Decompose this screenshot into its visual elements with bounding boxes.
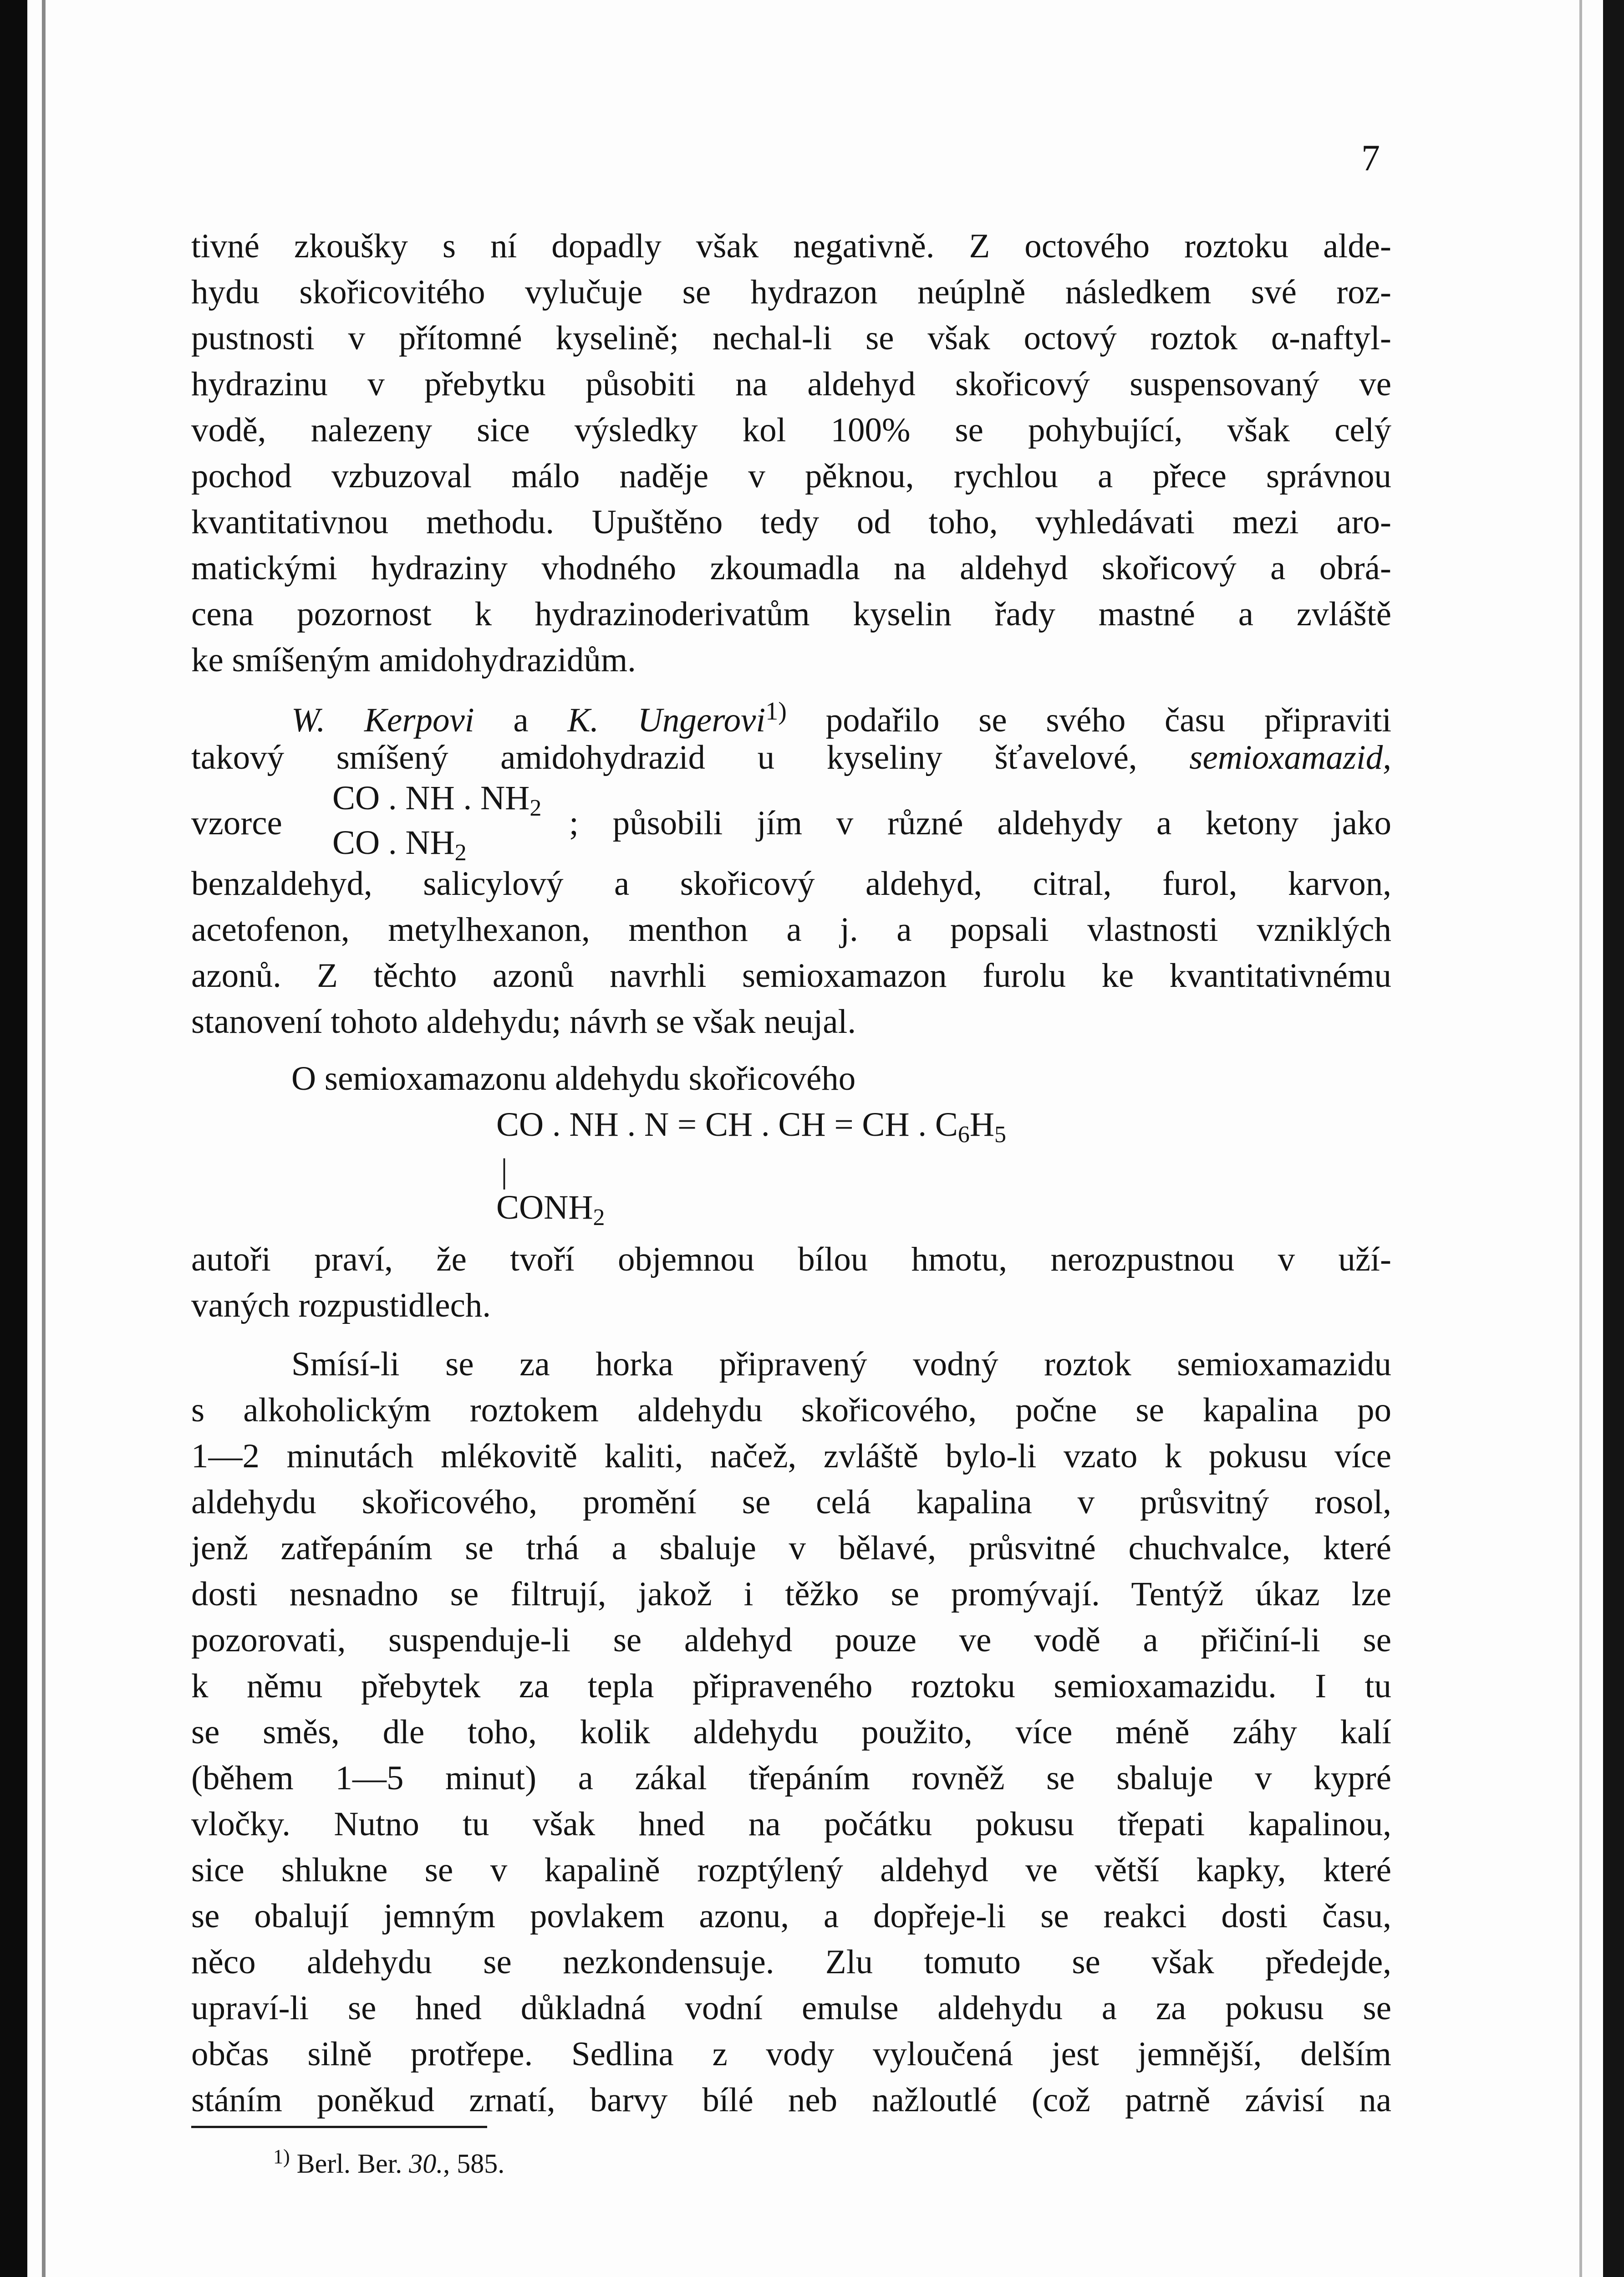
footnote-page: , 585.	[443, 2149, 505, 2179]
paragraph-2-continued	[191, 861, 1391, 1045]
text-segment: takový smíšený amidohydrazid u kyseliny šťavelové,	[191, 739, 1137, 776]
text-line: vaných rozpustidlech.	[191, 1287, 491, 1324]
paragraph-3-continued	[191, 1236, 1391, 1328]
text-line	[191, 735, 1391, 781]
text-line: hydrazinu v přebytku působiti na aldehyd skořicový suspensovaný ve	[191, 365, 1391, 403]
formula-suffix: ; působili jím v různé aldehydy a ketony jako	[569, 804, 1391, 842]
text-line: dosti nesnadno se filtrují, jakož i těžko se promývají. Tentýž úkaz lze	[191, 1575, 1391, 1613]
text-line: sice shlukne se v kapalině rozptýlený aldehyd ve větší kapky, které	[191, 1851, 1391, 1889]
paragraph-4	[191, 1341, 1391, 2123]
text-line: se směs, dle toho, kolik aldehydu použito, více méně záhy kalí	[191, 1713, 1391, 1751]
chemical-formula-semioxamazone	[496, 1107, 1270, 1236]
text-line: hydu skořicovitého vylučuje se hydrazon neúplně následkem své roz-	[191, 273, 1391, 311]
text-line: kvantitativnou methodu. Upuštěno tedy od toho, vyhledávati mezi aro-	[191, 503, 1391, 541]
formula-main-chain: CO . NH . N = CH . CH = CH . $C_6H_5$	[496, 1106, 1007, 1148]
text-line: stanovení tohoto aldehydu; návrh se však neujal.	[191, 1003, 856, 1041]
text-line: azonů. Z těchto azonů navrhli semioxamazon furolu ke kvantitativnému	[191, 957, 1391, 995]
footnote-reference: 1)	[765, 697, 787, 725]
formula-bond: |	[501, 1152, 508, 1190]
text-line: stáním poněkud zrnatí, barvy bílé neb nažloutlé (což patrně závisí na	[191, 2081, 1391, 2119]
text-line: s alkoholickým roztokem aldehydu skořicového, počne se kapalina po	[191, 1391, 1391, 1429]
footnote-volume: 30.	[409, 2149, 443, 2179]
text-line: 1—2 minutách mlékovitě kaliti, načež, zvláště bylo-li vzato k pokusu více	[191, 1437, 1391, 1475]
formula-line-semioxamazid	[191, 779, 1391, 866]
text-line: (během 1—5 minut) a zákal třepáním rovněž se sbaluje v kypré	[191, 1759, 1391, 1797]
author-name: W. Kerpovi	[291, 701, 474, 739]
paragraph-3	[191, 1056, 1391, 1102]
text-line: vločky. Nutno tu však hned na počátku pokusu třepati kapalinou,	[191, 1805, 1391, 1843]
text-line: k němu přebytek za tepla připraveného roztoku semioxamazidu. I tu	[191, 1667, 1391, 1705]
footnote-journal: Berl. Ber.	[296, 2149, 402, 2179]
conjunction: a	[513, 701, 529, 739]
author-name: K. Ungerovi	[567, 701, 766, 739]
text-line: O semioxamazonu aldehydu skořicového	[291, 1060, 856, 1098]
scan-edge-left	[0, 0, 27, 2277]
text-line: jenž zatřepáním se trhá a sbaluje v bělavé, průsvitné chuchvalce, které	[191, 1529, 1391, 1567]
formula-prefix: vzorce	[191, 804, 282, 842]
scan-fold-line-right	[1579, 0, 1582, 2277]
text-segment: podařilo se svého času připraviti	[825, 701, 1392, 739]
scan-edge-right	[1603, 0, 1624, 2277]
page-number: 7	[1361, 137, 1380, 179]
paragraph-1	[191, 223, 1391, 683]
formula-top-row: CO . NH . $NH_2$	[332, 779, 542, 821]
text-line: vodě, nalezeny sice výsledky kol 100% se pohybující, však celý	[191, 411, 1391, 449]
text-line: aldehydu skořicového, promění se celá kapalina v průsvitný rosol,	[191, 1483, 1391, 1521]
text-line: cena pozornost k hydrazinoderivatům kyselin řady mastné a zvláště	[191, 595, 1391, 633]
text-line: se obalují jemným povlakem azonu, a dopřeje-li se reakci dosti času,	[191, 1897, 1391, 1935]
paragraph-2	[191, 689, 1391, 781]
text-line: matickými hydraziny vhodného zkoumadla na aldehyd skořicový a obrá-	[191, 549, 1391, 587]
text-line: tivné zkoušky s ní dopadly však negativně. Z octového roztoku alde-	[191, 227, 1391, 265]
text-line: ke smíšeným amidohydrazidům.	[191, 641, 636, 679]
text-line: občas silně protřepe. Sedlina z vody vyloučená jest jemnější, delším	[191, 2035, 1391, 2073]
term-semioxamazid: semioxamazid,	[1189, 739, 1391, 776]
text-line: pochod vzbuzoval málo naděje v pěknou, rychlou a přece správnou	[191, 457, 1391, 495]
text-line: upraví-li se hned důkladná vodní emulse aldehydu a za pokusu se	[191, 1989, 1391, 2027]
text-line: něco aldehydu se nezkondensuje. Zlu tomuto se však předejde,	[191, 1943, 1391, 1981]
footnote-divider	[191, 2126, 487, 2128]
text-line	[191, 689, 1392, 739]
formula-bottom-row: CO . $NH_2$	[332, 824, 467, 866]
text-line: autoři praví, že tvoří objemnou bílou hmotu, nerozpustnou v uží-	[191, 1241, 1391, 1278]
formula-amide-group: $CONH_2$	[496, 1189, 605, 1230]
text-line: Smísí-li se za horka připravený vodný roztok semioxamazidu	[291, 1345, 1391, 1383]
footnote	[273, 2145, 504, 2180]
footnote-mark: 1)	[273, 2145, 290, 2168]
text-line: pozorovati, suspenduje-li se aldehyd pouze ve vodě a přičiní-li se	[191, 1621, 1391, 1659]
text-line: benzaldehyd, salicylový a skořicový aldehyd, citral, furol, karvon,	[191, 865, 1391, 903]
scan-fold-line-left	[42, 0, 46, 2277]
text-line: pustnosti v přítomné kyselině; nechal-li se však octový roztok α-naftyl-	[191, 319, 1391, 357]
chemical-formula-semioxamazid	[332, 781, 541, 870]
text-line: acetofenon, metylhexanon, menthon a j. a popsali vlastnosti vzniklých	[191, 911, 1391, 949]
